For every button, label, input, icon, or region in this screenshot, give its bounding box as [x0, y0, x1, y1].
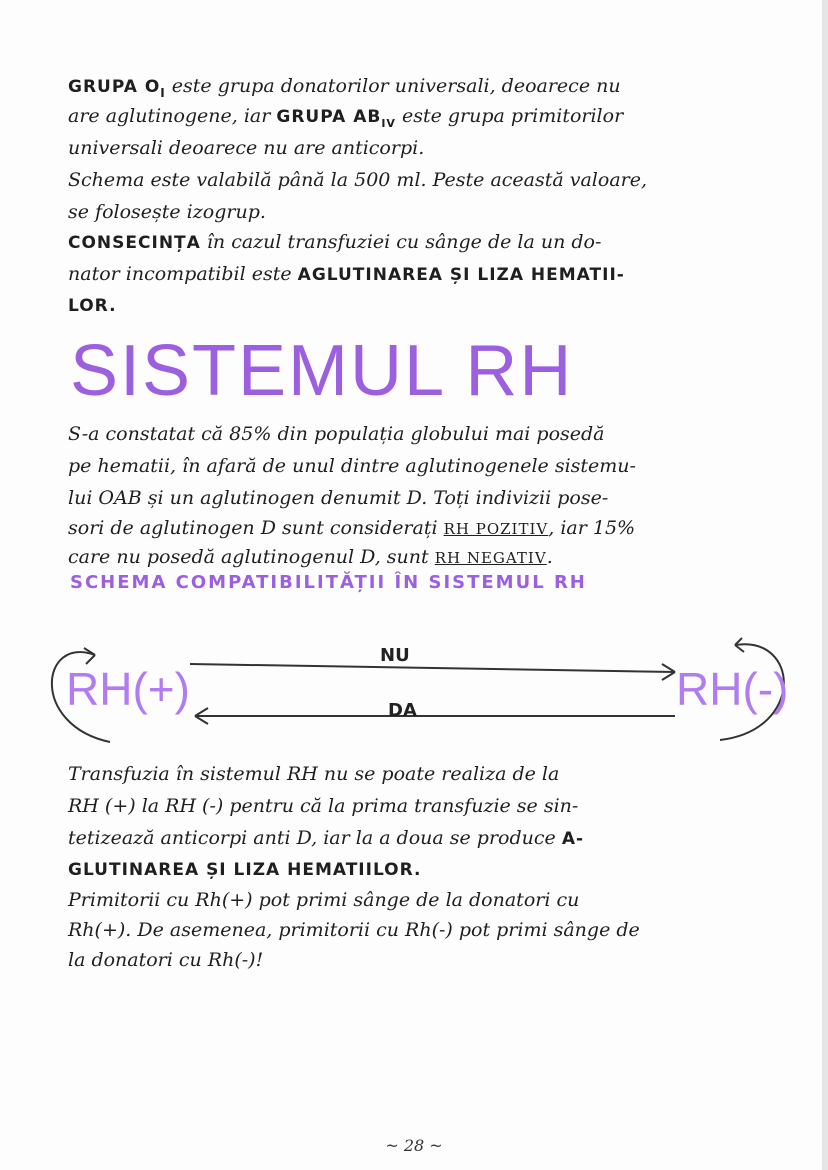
- p2-l5-tail: .: [546, 546, 553, 568]
- p1-line-7: [68, 260, 788, 289]
- p1-l2-text: are aglutinogene, iar: [68, 105, 277, 127]
- aglutinarea-label: AGLUTINAREA ȘI LIZA HEMATII-: [297, 265, 625, 285]
- page-edge: [822, 0, 828, 1170]
- p3-l3-text: tetizează anticorpi anti D, iar la a doua se produce: [68, 827, 562, 849]
- p1-line-8: LOR.: [68, 296, 117, 316]
- section-title: SISTEMUL RH: [70, 331, 574, 411]
- p2-l4-tail: , iar 15%: [548, 517, 636, 539]
- schema-title: SCHEMA COMPATIBILITĂȚII ÎN SISTEMUL RH: [70, 572, 587, 593]
- p2-line-3: lui OAB și un aglutinogen denumit D. Toți indivizii pose-: [68, 487, 609, 509]
- p1-l1-text: este grupa donatorilor universali, deoarece nu: [165, 75, 621, 97]
- p2-line-5: [68, 543, 788, 572]
- rh-negative-node: RH(-): [676, 663, 789, 715]
- p1-l2-text-b: este grupa primitorilor: [395, 105, 624, 127]
- p3-line-7: la donatori cu Rh(-)!: [68, 949, 264, 971]
- p1-line-2: [68, 102, 788, 138]
- p1-l6-text: în cazul transfuziei cu sânge de la un do-: [200, 231, 602, 253]
- p2-line-4: [68, 514, 788, 543]
- da-label: DA: [388, 700, 417, 721]
- p3-line-3: [68, 824, 788, 853]
- page-number: ~ 28 ~: [385, 1136, 443, 1155]
- rh-positive-node: RH(+): [66, 663, 190, 715]
- p2-l5-text: care nu posedă aglutinogenul D, sunt: [68, 546, 435, 568]
- grupa-o-label: GRUPA O: [68, 77, 161, 97]
- p3-l3-bold: A-: [561, 829, 585, 849]
- p3-line-2: RH (+) la RH (-) pentru că la prima transfuzie se sin-: [68, 795, 579, 817]
- grupa-ab-sub: IV: [381, 116, 396, 130]
- p1-line-4: Schema este valabilă până la 500 ml. Peste această valoare,: [68, 169, 648, 191]
- p2-line-1: S-a constatat că 85% din populația globului mai posedă: [68, 423, 605, 445]
- nu-label: NU: [380, 645, 410, 666]
- p3-line-4: GLUTINAREA ȘI LIZA HEMATIILOR.: [68, 860, 422, 880]
- p1-line-3: universali deoarece nu are anticorpi.: [68, 137, 425, 159]
- rh-pozitiv-label: RH POZITIV: [443, 520, 549, 538]
- rh-negativ-label: RH NEGATIV: [434, 549, 547, 567]
- p1-line-5: se folosește izogrup.: [68, 201, 266, 223]
- p1-l7-text: nator incompatibil este: [68, 263, 298, 285]
- p2-l4-text: sori de aglutinogen D sunt considerați: [68, 517, 444, 539]
- p2-line-2: pe hematii, în afară de unul dintre aglutinogenele sistemu-: [68, 455, 636, 477]
- grupa-ab-label: GRUPA AB: [276, 107, 382, 127]
- p1-line-6: [68, 228, 788, 257]
- consecinta-label: CONSECINȚA: [68, 233, 201, 253]
- grupa-o-sub: I: [160, 85, 166, 100]
- p3-line-5: Primitorii cu Rh(+) pot primi sânge de la donatori cu: [68, 889, 580, 911]
- p3-line-6: Rh(+). De asemenea, primitorii cu Rh(-) pot primi sânge de: [68, 919, 640, 941]
- nu-arrow-line: [190, 664, 675, 672]
- p3-line-1: Transfuzia în sistemul RH nu se poate realiza de la: [68, 763, 560, 785]
